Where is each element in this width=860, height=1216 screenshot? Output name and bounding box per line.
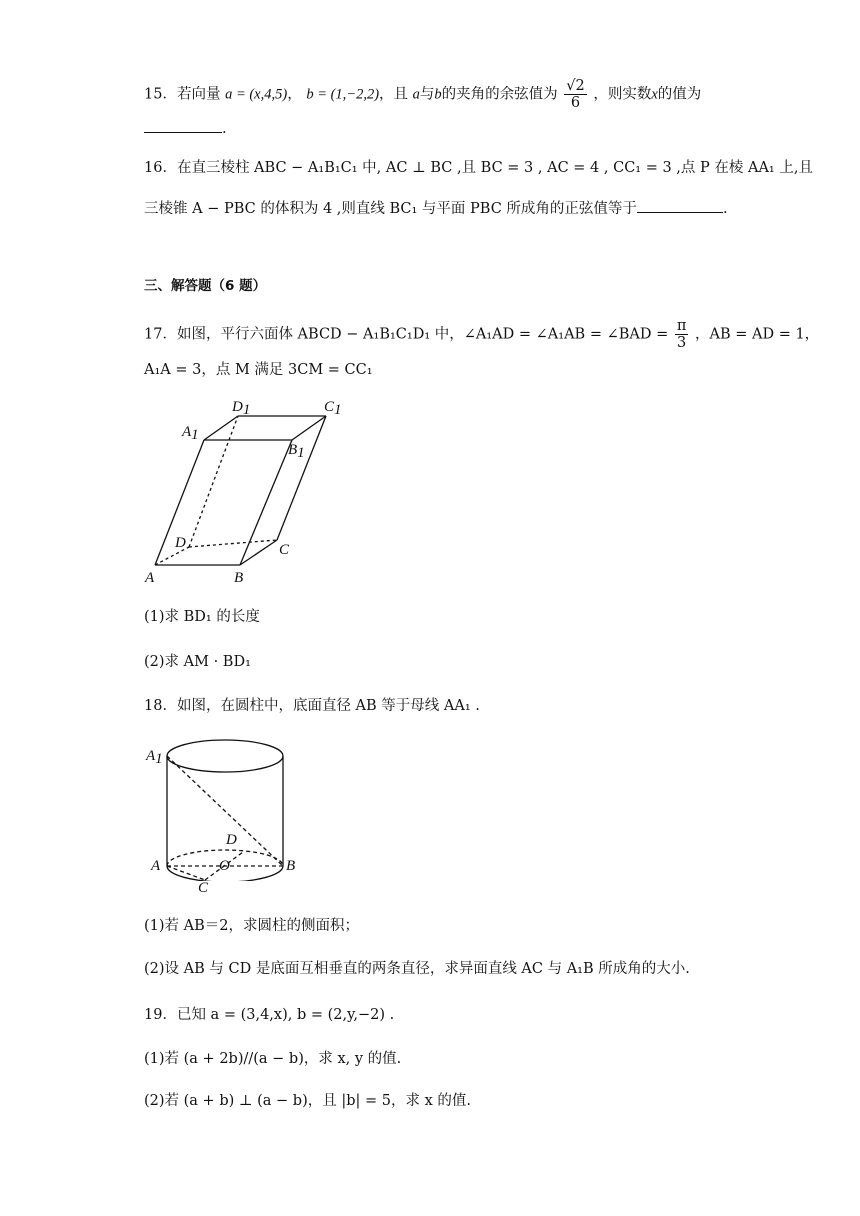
cylinder-figure xyxy=(142,736,332,881)
edge-c-c1 xyxy=(277,416,326,540)
q18-line1: 18．如图，在圆柱中，底面直径 AB 等于母线 AA₁ . xyxy=(144,698,480,714)
label-c-layer xyxy=(196,876,226,900)
q16-line2: 三棱锥 A − PBC 的体积为 4 ,则直线 BC₁ 与平面 PBC 所成角的正弦值等于 . xyxy=(144,198,728,219)
q18-part2: (2)设 AB 与 CD 是底面互相垂直的两条直径，求异面直线 AC 与 A₁B 所成角的大小. xyxy=(144,961,690,977)
answer-blank[interactable] xyxy=(144,118,222,133)
q17-line2: A₁A = 3，点 M 满足 3CM = CC₁ xyxy=(144,362,373,378)
label-c: C xyxy=(198,880,209,896)
pi-over-3-fraction: $\frac{\pi}{3}$ xyxy=(676,318,687,351)
label-c1: C1 xyxy=(324,399,342,418)
label-a: A xyxy=(145,570,155,586)
label-d: D xyxy=(226,832,237,848)
q19-part1: (1)若 (a + 2b)//(a − b)，求 x, y 的值. xyxy=(144,1051,402,1067)
label-d1: D1 xyxy=(232,399,251,418)
parallelepiped-figure xyxy=(140,392,370,592)
section-heading: 三、解答题（6 题） xyxy=(144,278,267,294)
edge-d-c xyxy=(189,540,277,547)
q17-part1: (1)求 BD₁ 的长度 xyxy=(144,609,260,625)
label-a1: A1 xyxy=(146,748,163,767)
cosine-fraction: $\frac{√2}{6}$ xyxy=(566,78,585,111)
label-b: B xyxy=(286,858,296,874)
label-b: B xyxy=(234,570,244,586)
label-a1: A1 xyxy=(182,424,199,443)
q15-line1: 15．若向量 a = (x,4,5)， b = (1,−2,2)，且 a与b的夹角的余弦值为 $\frac{√2}{6}$ ，则实数x的值为 xyxy=(144,78,702,111)
top-ellipse xyxy=(167,740,283,772)
q19-line1: 19．已知 a = (3,4,x), b = (2,y,−2) . xyxy=(144,1007,395,1023)
label-b1: B1 xyxy=(288,442,305,461)
q19-part2: (2)若 (a + b) ⊥ (a − b)，且 |b| = 5，求 x 的值. xyxy=(144,1093,471,1109)
label-o: O xyxy=(219,858,230,874)
q16-line1: 16．在直三棱柱 ABC − A₁B₁C₁ 中, AC ⊥ BC ,且 BC = 3 , AC = 4 , CC₁ = 3 ,点 P 在棱 AA₁ 上,且 xyxy=(144,160,813,176)
vector-a-expression: a = (x,4,5) xyxy=(225,86,288,103)
label-a: A xyxy=(151,858,161,874)
label-d: D xyxy=(175,535,186,551)
vector-b-expression: b = (1,−2,2) xyxy=(306,86,380,103)
q15-line2: . xyxy=(144,118,227,139)
q18-part1: (1)若 AB＝2，求圆柱的侧面积； xyxy=(144,918,359,934)
label-c: C xyxy=(279,542,290,558)
answer-blank[interactable] xyxy=(637,198,723,213)
q17-line1: 17．如图，平行六面体 ABCD − A₁B₁C₁D₁ 中，∠A₁AD = ∠A₁AB = ∠BAD = $\frac{\pi}{3}$ ，AB = AD = 1， xyxy=(144,318,820,351)
q17-part2: (2)求 AM · BD₁ xyxy=(144,654,251,670)
